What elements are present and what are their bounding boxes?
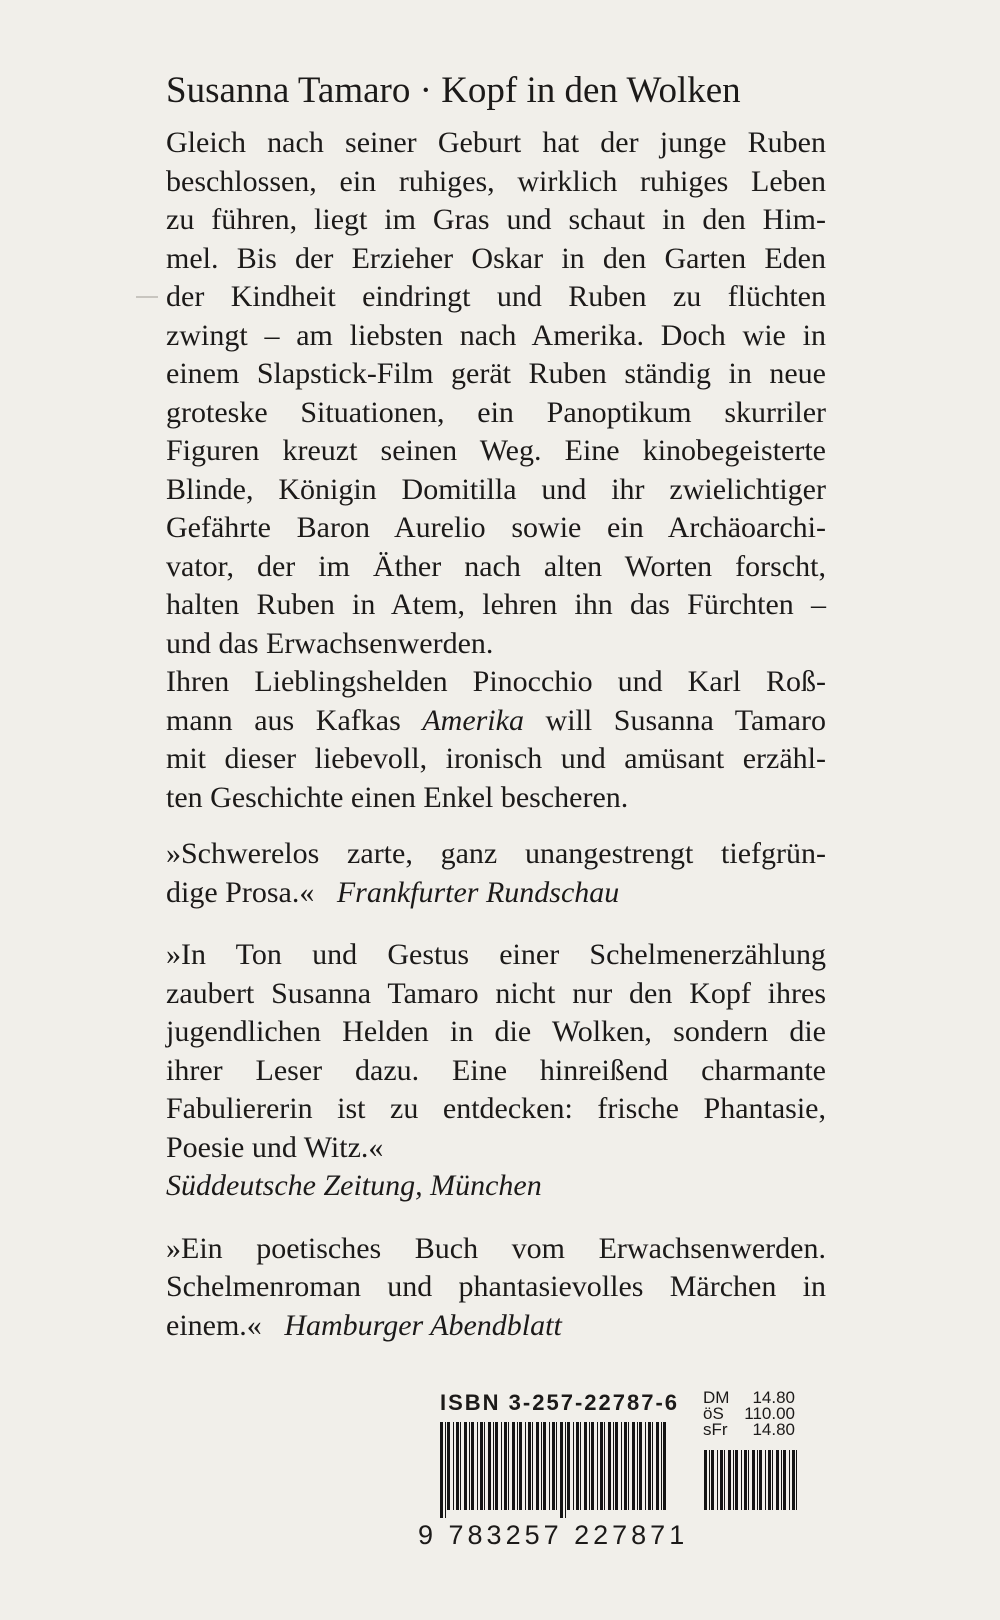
barcode-stripe [504, 1422, 507, 1510]
price-currency: sFr [703, 1420, 728, 1439]
barcode-stripe [488, 1422, 491, 1510]
blurb-line: mel. Bis der Erzieher Oskar in den Garten Eden [166, 241, 826, 275]
barcode-stripe [456, 1422, 459, 1510]
quote-line: Poesie und Witz.« [166, 1130, 384, 1164]
quote-line: zaubert Susanna Tamaro nicht nur den Kopf ihres [166, 976, 826, 1010]
barcode-stripe [493, 1422, 494, 1510]
barcode-stripe [525, 1422, 526, 1510]
barcode-stripe [621, 1422, 622, 1510]
barcode-stripe [735, 1450, 738, 1510]
barcode-stripe [576, 1422, 579, 1510]
barcode-stripe [613, 1422, 614, 1510]
barcode-stripe [567, 1422, 570, 1510]
blurb-line: der Kindheit eindringt und Ruben zu flüchten [166, 280, 826, 313]
barcode-stripe [508, 1422, 509, 1510]
barcode-stripe [645, 1422, 646, 1510]
review-quote-3 [166, 1230, 826, 1346]
quote-line: »Schwerelos zarte, ganz unangestrengt tiefgrün- [166, 837, 826, 870]
blurb-line [166, 702, 826, 741]
blurb-paragraph-1 [166, 124, 826, 663]
barcode-stripe [728, 1450, 731, 1510]
barcode-block [418, 1388, 840, 1550]
quote-line: ihrer Leser dazu. Eine hinreißend charmante [166, 1053, 826, 1087]
barcode-stripe [768, 1450, 771, 1510]
blurb-line: und das Erwachsenwerden. [166, 626, 494, 660]
barcode-stripe [477, 1422, 478, 1510]
barcode-stripe [512, 1422, 515, 1510]
blurb-line: groteske Situationen, ein Panoptikum skurriler [166, 395, 826, 429]
barcode-stripe [772, 1450, 773, 1510]
barcode-stripe [733, 1450, 734, 1510]
barcode-stripe [471, 1422, 474, 1510]
barcode-stripe [517, 1422, 518, 1510]
barcode-stripe [469, 1422, 470, 1510]
quote-line: jugendlichen Helden in die Wolken, sondern die [166, 1015, 826, 1048]
barcode-stripe [759, 1450, 762, 1510]
price-currency: DM [703, 1388, 730, 1407]
barcode-stripe [495, 1422, 498, 1510]
barcode-stripe [792, 1450, 795, 1510]
price-amount: 110.00 [744, 1404, 795, 1423]
barcode-stripe [501, 1422, 502, 1510]
barcode-stripe [608, 1422, 611, 1510]
price-row [703, 1422, 795, 1438]
barcode-stripe [752, 1450, 755, 1510]
barcode-stripe [741, 1450, 742, 1510]
barcode-stripe [528, 1422, 531, 1510]
barcode-stripe [565, 1422, 566, 1518]
review-quote-1 [166, 835, 826, 912]
barcode-stripe [453, 1422, 454, 1510]
blurb-line: halten Ruben in Atem, lehren ihn das Fürchten – [166, 588, 826, 621]
quote-line [166, 1167, 826, 1206]
blurb-line: Blinde, Königin Domitilla und ihr zwielichtiger [166, 472, 826, 506]
ean-digits: 9 783257 227871 [418, 1520, 689, 1550]
barcode-stripe [440, 1422, 443, 1518]
barcode-stripe [591, 1422, 594, 1510]
barcode-stripe [748, 1450, 749, 1510]
barcode-stripe [637, 1422, 638, 1510]
blurb-line: Gefährte Baron Aurelio sowie ein Archäoarchi- [166, 511, 826, 544]
barcode-stripe [549, 1422, 550, 1510]
barcode-stripe [628, 1422, 629, 1510]
ean-barcode [440, 1422, 670, 1518]
barcode-stripe [724, 1450, 725, 1510]
blurb-text: mann aus Kafkas [166, 703, 423, 737]
review-quote-2 [166, 936, 826, 1206]
blurb-line: Ihren Lieblingshelden Pinocchio und Karl Roß- [166, 665, 826, 698]
barcode-stripe [624, 1422, 627, 1510]
barcode-stripe [584, 1422, 587, 1510]
blurb-line: Gleich nach seiner Geburt hat der junge Ruben [166, 126, 826, 159]
barcode-stripe [776, 1450, 779, 1510]
blurb-text: will Susanna Tamaro [523, 703, 826, 737]
barcode-stripe [543, 1422, 546, 1510]
blurb-line: vator, der im Äther nach alten Worten forscht, [166, 549, 826, 583]
barcode-stripe [789, 1450, 790, 1510]
quote-source: Süddeutsche Zeitung, München [166, 1169, 542, 1202]
isbn-number: ISBN 3-257-22787-6 [440, 1390, 680, 1415]
barcode-stripe [597, 1422, 598, 1510]
blurb-line: mit dieser liebevoll, ironisch und amüsant erzähl- [166, 742, 826, 775]
barcode-stripe [661, 1422, 662, 1510]
barcode-stripe [464, 1422, 467, 1510]
barcode-stripe [717, 1450, 718, 1510]
barcode-stripe [447, 1422, 450, 1510]
quote-line: »Ein poetisches Buch vom Erwachsenwerden. [166, 1231, 826, 1265]
quote-line: »In Ton und Gestus einer Schelmenerzählung [166, 938, 826, 971]
barcode-stripe [720, 1450, 723, 1510]
barcode-stripe [460, 1422, 461, 1510]
barcode-stripe [484, 1422, 485, 1510]
barcode-stripe [632, 1422, 635, 1510]
barcode-stripe [656, 1422, 659, 1510]
barcode-stripe [652, 1422, 653, 1510]
barcode-stripe [796, 1450, 797, 1510]
book-title: Susanna Tamaro · Kopf in den Wolken [166, 70, 741, 111]
barcode-stripe [615, 1422, 618, 1510]
barcode-stripe [709, 1450, 710, 1510]
barcode-stripe [589, 1422, 590, 1510]
barcode-stripe [783, 1450, 786, 1510]
quote-line [166, 1307, 826, 1346]
blurb-paragraph-2 [166, 663, 826, 817]
barcode-stripe [600, 1422, 603, 1510]
barcode-stripe [663, 1422, 666, 1510]
barcode-stripe [536, 1422, 539, 1510]
blurb-line: einem Slapstick-Film gerät Ruben ständig in neue [166, 357, 826, 390]
barcode-stripe [711, 1450, 714, 1510]
quote-line [166, 874, 826, 913]
barcode-stripe [639, 1422, 642, 1510]
quote-source: Hamburger Abendblatt [284, 1308, 562, 1342]
blurb-line: beschlossen, ein ruhiges, wirklich ruhiges Leben [166, 164, 826, 198]
barcode-stripe [648, 1422, 651, 1510]
barcode-stripe [757, 1450, 758, 1510]
barcode-stripe [744, 1450, 747, 1510]
blurb-line: ten Geschichte einen Enkel bescheren. [166, 780, 629, 814]
price-list [703, 1390, 795, 1438]
back-cover-text [166, 70, 826, 1345]
quote-text: einem.« [166, 1308, 262, 1342]
blurb-line: zwingt – am liebsten nach Amerika. Doch wie in [166, 318, 826, 352]
price-amount: 14.80 [752, 1388, 795, 1407]
barcode-stripe [560, 1422, 563, 1518]
barcode-stripe [604, 1422, 605, 1510]
price-barcode [704, 1450, 800, 1518]
barcode-stripe [541, 1422, 542, 1510]
blurb-line: Figuren kreuzt seinen Weg. Eine kinobegeisterte [166, 434, 826, 467]
barcode-stripe [532, 1422, 533, 1510]
quote-line: Schelmenroman und phantasievolles Märchen in [166, 1270, 826, 1303]
barcode-stripe [580, 1422, 581, 1510]
quote-text: dige Prosa.« [166, 875, 315, 909]
barcode-stripe [781, 1450, 782, 1510]
barcode-stripe [704, 1450, 707, 1510]
barcode-stripe [556, 1422, 557, 1510]
fold-mark [136, 296, 158, 298]
barcode-stripe [573, 1422, 574, 1510]
barcode-stripe [480, 1422, 483, 1510]
book-reference: Amerika [422, 703, 524, 737]
barcode-stripe [552, 1422, 555, 1510]
barcode-stripe [519, 1422, 522, 1510]
blurb-line: zu führen, liegt im Gras und schaut in den Him- [166, 203, 826, 236]
barcode-stripe [765, 1450, 766, 1510]
barcode-stripe [445, 1422, 446, 1518]
price-amount: 14.80 [752, 1420, 795, 1439]
quote-line: Fabuliererin ist zu entdecken: frische Phantasie, [166, 1092, 826, 1125]
quote-source: Frankfurter Rundschau [336, 875, 620, 909]
price-currency: öS [703, 1404, 724, 1423]
